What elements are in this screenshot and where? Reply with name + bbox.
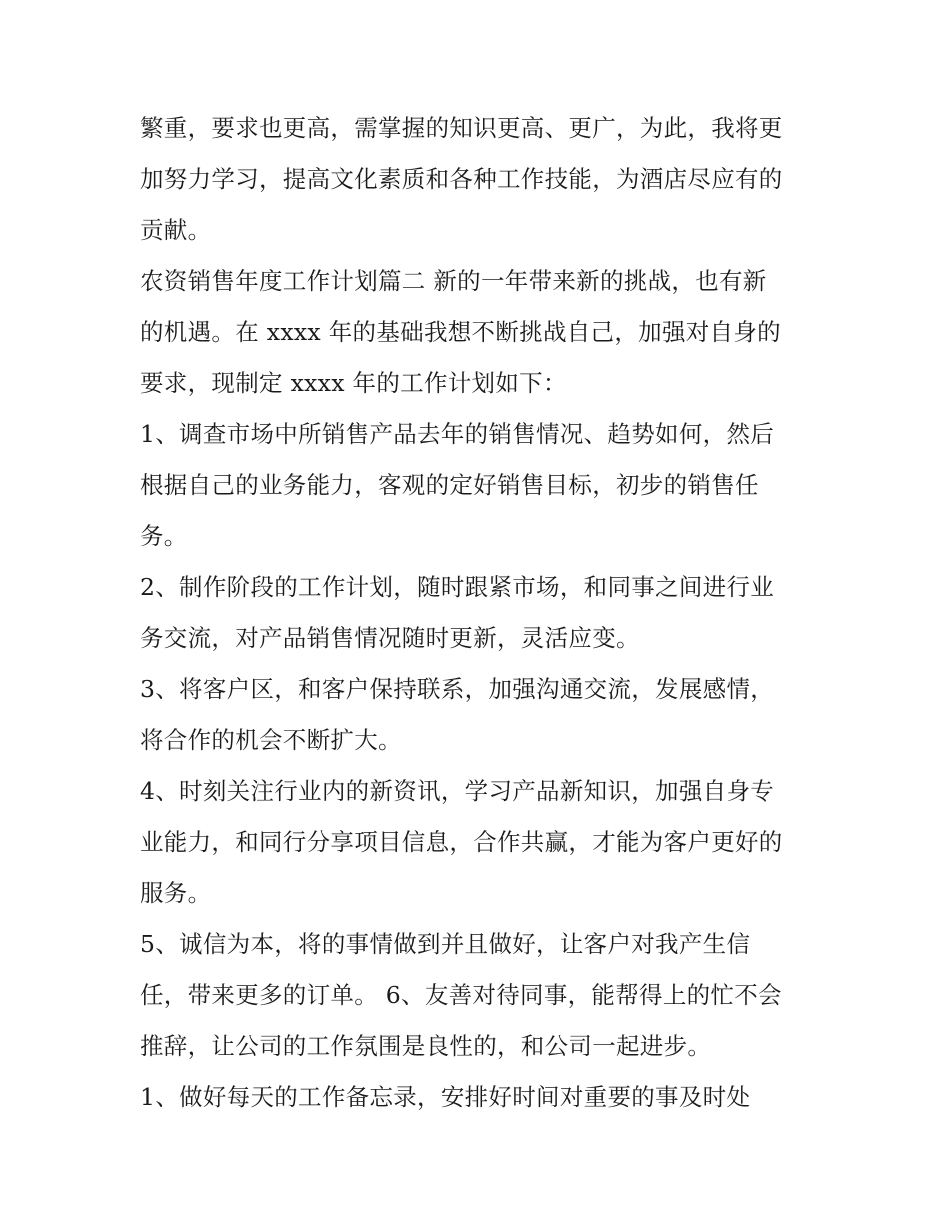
text-line: 将合作的机会不断扩大。 xyxy=(140,726,402,754)
text-line: 服务。 xyxy=(140,879,212,907)
text-line: 农资销售年度工作计划篇二 新的一年带来新的挑战，也有新 xyxy=(140,267,767,295)
text-line: 繁重，要求也更高，需掌握的知识更高、更广，为此，我将更 xyxy=(140,114,783,142)
text-line: 加努力学习，提高文化素质和各种工作技能，为酒店尽应有的 xyxy=(140,165,783,193)
text-line: 5、诚信为本，将的事情做到并且做好，让客户对我产生信 xyxy=(140,930,751,958)
text-line: 任，带来更多的订单。 6、友善对待同事，能帮得上的忙不会 xyxy=(140,981,782,1009)
text-line: 务。 xyxy=(140,522,188,550)
text-line: 要求，现制定 xxxx 年的工作计划如下： xyxy=(140,369,567,397)
text-line: 1、做好每天的工作备忘录，安排好时间对重要的事及时处 xyxy=(140,1083,751,1111)
text-line: 1、调查市场中所销售产品去年的销售情况、趋势如何，然后 xyxy=(140,420,775,448)
text-line: 2、制作阶段的工作计划，随时跟紧市场，和同事之间进行业 xyxy=(140,573,775,601)
text-line: 业能力，和同行分享项目信息，合作共赢，才能为客户更好的 xyxy=(140,828,783,856)
text-line: 3、将客户区，和客户保持联系，加强沟通交流，发展感情， xyxy=(140,675,775,703)
text-line: 推辞，让公司的工作氛围是良性的，和公司一起进步。 xyxy=(140,1032,712,1060)
text-line: 的机遇。在 xxxx 年的基础我想不断挑战自己，加强对自身的 xyxy=(140,318,781,346)
text-line: 贡献。 xyxy=(140,216,212,244)
text-line: 务交流，对产品销售情况随时更新，灵活应变。 xyxy=(140,624,640,652)
text-line: 根据自己的业务能力，客观的定好销售目标，初步的销售任 xyxy=(140,471,759,499)
text-line: 4、时刻关注行业内的新资讯，学习产品新知识，加强自身专 xyxy=(140,777,775,805)
